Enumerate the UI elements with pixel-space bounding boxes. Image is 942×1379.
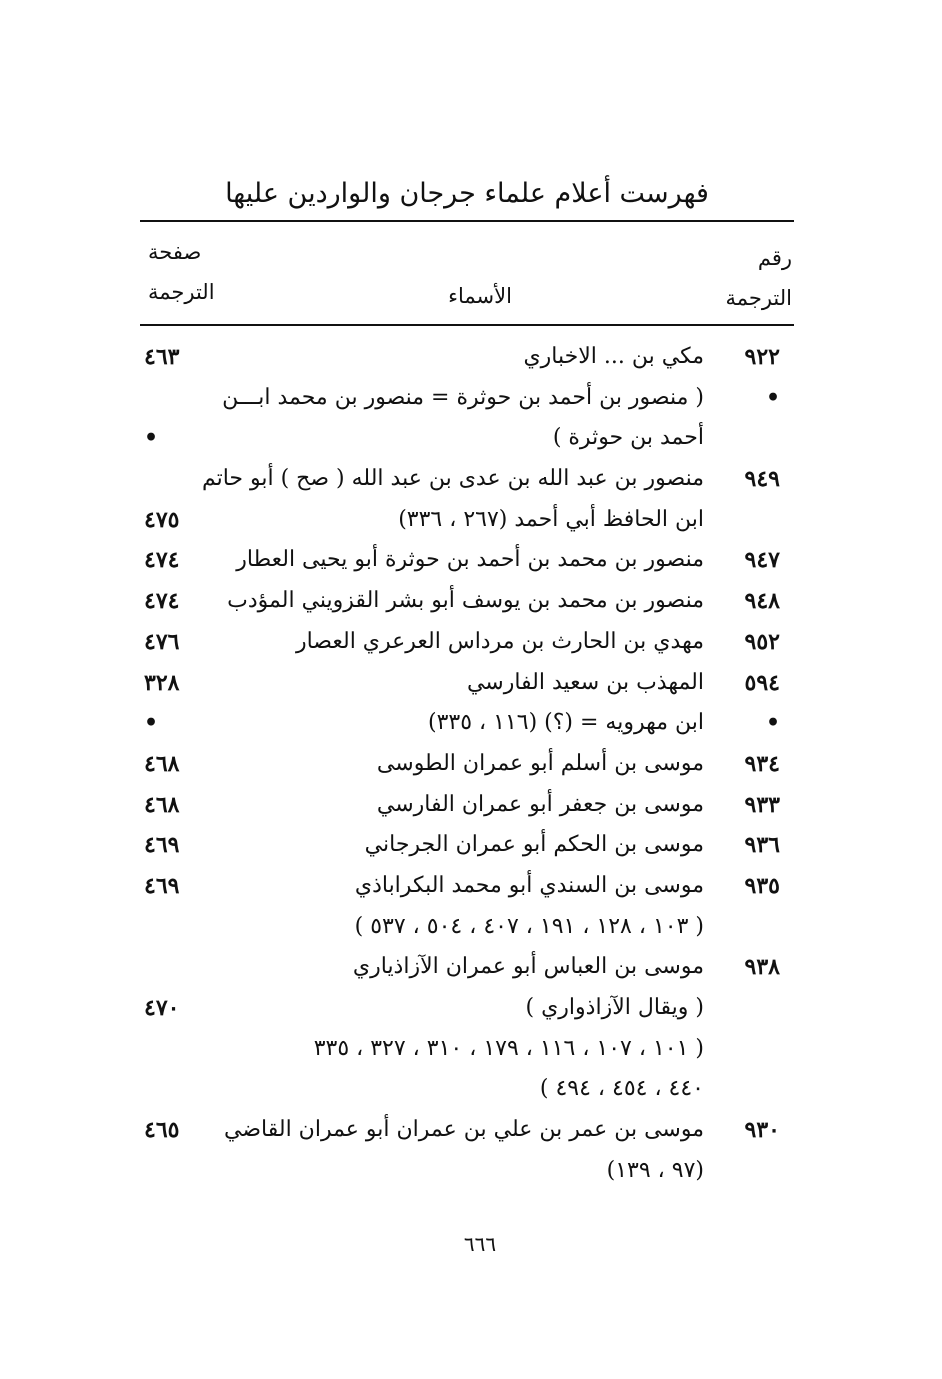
entry-name: منصور بن محمد بن يوسف أبو بشر القزويني المؤدب: [227, 588, 704, 614]
entry-page: ٤٦٨: [144, 791, 180, 818]
entry-number: ٩٣٨: [744, 954, 780, 981]
entry-page: ٣٢٨: [144, 669, 180, 696]
table-row: [140, 581, 794, 622]
entry-number: •: [765, 384, 780, 411]
entry-page: ٤٧٤: [144, 588, 180, 615]
entry-number: [716, 907, 780, 948]
entry-number: ٩٤٧: [744, 547, 780, 574]
index-table: [140, 337, 794, 1191]
table-row: [140, 866, 794, 907]
column-header-number: [725, 238, 792, 318]
entry-page: [144, 1029, 208, 1070]
entry-page: [144, 1069, 208, 1110]
entry-page: ٤٦٩: [144, 872, 180, 899]
entry-page: ٤٦٣: [144, 344, 180, 370]
entry-number: •: [765, 710, 780, 737]
entry-name: منصور بن عبد الله بن عدى بن عبد الله ( صح ) أبو حاتم: [201, 466, 704, 492]
table-row: [140, 744, 794, 785]
entry-page: [144, 459, 208, 500]
table-row: [140, 1029, 794, 1070]
table-row: [140, 1151, 794, 1192]
entry-page: ٤٦٩: [144, 832, 180, 859]
entry-number: [716, 418, 780, 459]
entry-name: موسى بن العباس أبو عمران الآزاذياري: [352, 954, 704, 980]
entry-page: •: [144, 710, 159, 737]
entry-page: [144, 378, 208, 419]
entry-page: •: [144, 425, 159, 452]
column-header-names: الأسماء: [448, 284, 512, 308]
entry-page: ٤٦٥: [144, 1117, 180, 1144]
entry-number: [716, 500, 780, 541]
entry-page: [144, 1151, 208, 1192]
header-bottom-rule: [140, 324, 794, 326]
header-top-rule: [140, 220, 794, 222]
entry-number: [716, 1029, 780, 1070]
entry-number: ٩٣٠: [744, 1117, 780, 1144]
entry-number: ٩٤٨: [744, 588, 780, 615]
entry-number: [716, 1151, 780, 1192]
table-row: [140, 378, 794, 419]
table-row: [140, 663, 794, 704]
entry-name: أحمد بن حوثرة ): [552, 425, 704, 451]
entry-number: [716, 1069, 780, 1110]
entry-page: ٤٧٦: [144, 628, 180, 655]
entry-number: ٩٤٩: [744, 466, 780, 493]
entry-number: [716, 988, 780, 1029]
entry-name: موسى بن السندي أبو محمد البكراباذي: [354, 872, 704, 898]
table-row: [140, 988, 794, 1029]
table-row: [140, 337, 794, 378]
entry-name: المهذب بن سعيد الفارسي: [466, 669, 704, 695]
entry-name: موسى بن عمر بن علي بن عمران أبو عمران القاضي: [224, 1117, 704, 1143]
entry-number: ٥٩٤: [744, 669, 780, 696]
entry-name: (٩٧ ، ١٣٩): [606, 1157, 704, 1183]
entry-number: ٩٥٢: [744, 628, 780, 655]
entry-number: ٩٣٤: [744, 750, 780, 777]
column-header-page: [148, 232, 215, 312]
table-row: [140, 703, 794, 744]
entry-name: ابن مهرويه = (؟) (١١٦ ، ٣٣٥): [427, 710, 704, 736]
entry-page: ٤٧٠: [144, 995, 180, 1021]
table-row: [140, 459, 794, 500]
column-header-number-line2: الترجمة: [725, 286, 792, 310]
entry-name: ( ١٠١ ، ١٠٧ ، ١١٦ ، ١٧٩ ، ٣١٠ ، ٣٢٧ ، ٣٣٥: [313, 1035, 704, 1061]
entry-number: ٩٣٦: [744, 832, 780, 859]
table-row: [140, 500, 794, 541]
entry-name: ( ١٠٣ ، ١٢٨ ، ١٩١ ، ٤٠٧ ، ٥٠٤ ، ٥٣٧ ): [354, 913, 704, 939]
entry-page: ٤٧٥: [144, 506, 180, 533]
entry-name: ( ويقال الآزاذواري ): [525, 995, 704, 1020]
table-row: [140, 907, 794, 948]
column-header-number-line1: رقم: [757, 246, 792, 270]
table-row: [140, 825, 794, 866]
table-row: [140, 540, 794, 581]
table-row: [140, 1069, 794, 1110]
entry-page: [144, 947, 208, 988]
entry-name: موسى بن جعفر أبو عمران الفارسي: [376, 791, 704, 817]
entry-number: ٩٣٥: [744, 872, 780, 899]
table-row: [140, 1110, 794, 1151]
table-row: [140, 418, 794, 459]
entry-name: موسى بن أسلم أبو عمران الطوسى: [376, 750, 704, 776]
table-row: [140, 622, 794, 663]
entry-page: ٤٦٨: [144, 750, 180, 777]
entry-name: مكي بن ... الاخباري: [523, 344, 704, 369]
entry-number: ٩٢٢: [744, 344, 780, 370]
entry-page: ٤٧٤: [144, 547, 180, 574]
entry-name: موسى بن الحكم أبو عمران الجرجاني: [364, 832, 704, 858]
page-title: فهرست أعلام علماء جرجان والواردين عليها: [225, 178, 709, 209]
entry-name: منصور بن محمد بن أحمد بن حوثرة أبو يحيى العطار: [236, 547, 704, 573]
entry-name: ( منصور بن أحمد بن حوثرة = منصور بن محمد ابـــن: [222, 384, 704, 410]
entry-name: ٤٤٠ ، ٤٥٤ ، ٤٩٤ ): [539, 1076, 704, 1102]
page-number: ٦٦٦: [463, 1232, 497, 1256]
entry-name: ابن الحافظ أبي أحمد (٢٦٧ ، ٣٣٦): [398, 506, 704, 532]
column-header-page-line2: الترجمة: [148, 280, 215, 304]
table-row: [140, 785, 794, 826]
entry-number: ٩٣٣: [744, 791, 780, 818]
table-row: [140, 947, 794, 988]
entry-name: مهدي بن الحارث بن مرداس العرعري العصار: [295, 628, 704, 654]
column-header-page-line1: صفحة: [148, 240, 202, 264]
entry-page: [144, 907, 208, 948]
